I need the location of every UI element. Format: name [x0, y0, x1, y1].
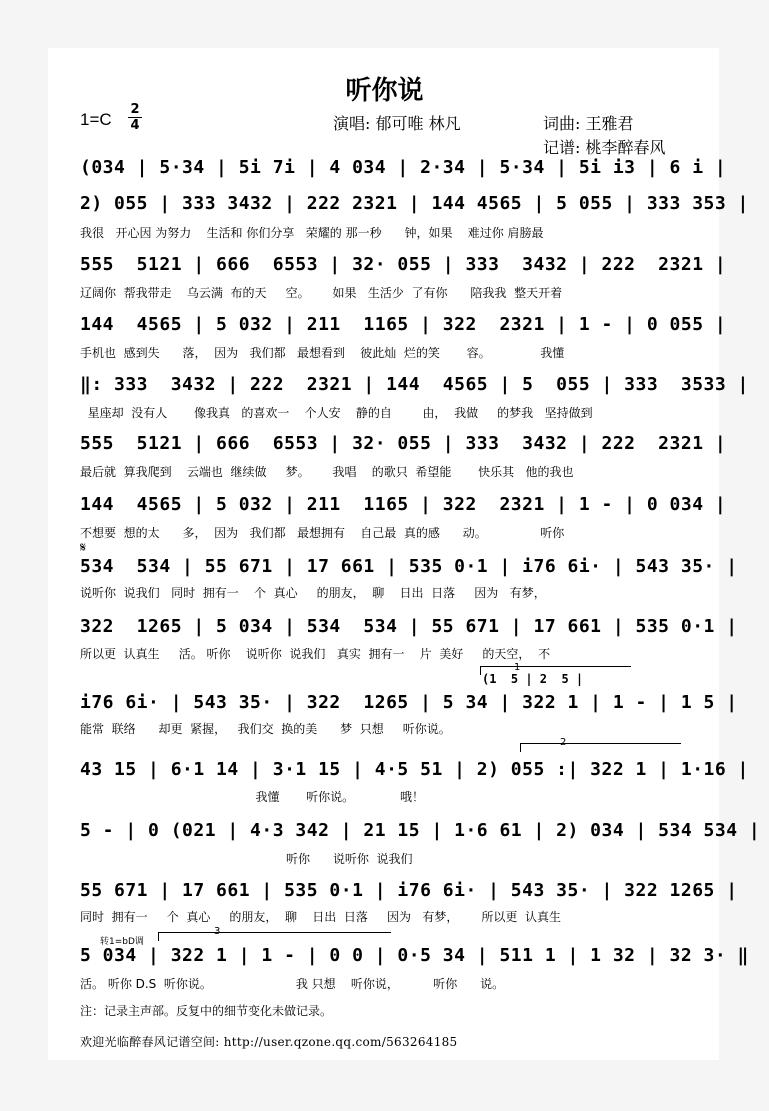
score-row-7: 144 4565 | 5 032 | 211 1165 | 322 2321 | 1 - | 0 034 |	[80, 494, 727, 515]
time-sig-top: 2	[130, 102, 140, 117]
volta-bracket-2	[520, 743, 681, 752]
lyric-row-2: 我很 开心因 为努力 生活和 你们分享 荣耀的 那一秒 钟，如果 难过你 肩膀最	[80, 226, 544, 240]
volta-bracket-3	[158, 932, 391, 941]
lyric-row-3: 辽阔你 帮我带走 乌云满 布的天 空。 如果 生活少 了有你 陪我我 整天开着	[80, 286, 563, 300]
score-row-3: 555 5121 | 666 6553 | 32· 055 | 333 3432 | 222 2321 |	[80, 254, 727, 275]
key-change-annotation: 转1=bD调	[100, 937, 144, 947]
time-signature	[128, 103, 142, 132]
score-row-1: (034 | 5·34 | 5i 7i | 4 034 | 2·34 | 5·34 | 5i i3 | 6 i |	[80, 157, 727, 178]
volta1-notes: (1 5 | 2 5 |	[482, 672, 584, 686]
transcription-note: 注：记录主声部。反复中的细节变化未做记录。	[80, 1004, 333, 1018]
lyric-row-12: 听你 说听你 说我们	[80, 852, 413, 866]
lyric-row-11: 我懂 听你说。 哦！	[80, 790, 424, 804]
key-signature: 1=C	[80, 110, 112, 129]
lyric-row-5: 星座却 没有人 像我真 的喜欢一 个人安 静的自 由， 我做 的梦我 坚持做到	[80, 406, 593, 420]
score-row-2: 2) 055 | 333 3432 | 222 2321 | 144 4565 | 5 055 | 333 353 |	[80, 193, 749, 214]
footer-link-text: 欢迎光临醉春风记谱空间: http://user.qzone.qq.com/563264185	[80, 1035, 458, 1049]
score-row-10: i76 6i· | 543 35· | 322 1265 | 5 34 | 322 1 | 1 - | 1 5 |	[80, 692, 738, 713]
lyric-row-7: 不想要 想的太 多， 因为 我们都 最想拥有 自己最 真的感 动。 听你	[80, 526, 565, 540]
lyric-row-10: 能常 联络 却更 紧握， 我们交 换的美 梦 只想 听你说。	[80, 722, 451, 736]
volta-number-3: 3	[214, 926, 221, 937]
singer-credit: 演唱: 郁可唯 林凡	[333, 114, 461, 133]
volta-number-1: 1	[514, 662, 521, 673]
lyric-row-8: 说听你 说我们 同时 拥有一 个 真心 的朋友， 聊 日出 日落 因为 有梦，	[80, 586, 546, 600]
time-sig-bottom: 4	[130, 118, 140, 133]
words-music-credit: 词曲: 王雅君	[543, 114, 634, 133]
score-row-14: 5 034 | 322 1 | 1 - | 0 0 | 0·5 34 | 511 1 | 1 32 | 32 3· ‖	[80, 945, 749, 966]
lyric-row-6: 最后就 算我爬到 云端也 继续做 梦。 我唱 的歌只 希望能 快乐其 他的我也	[80, 465, 574, 479]
score-row-9: 322 1265 | 5 034 | 534 534 | 55 671 | 17 661 | 535 0·1 |	[80, 616, 738, 637]
score-row-13: 55 671 | 17 661 | 535 0·1 | i76 6i· | 543 35· | 322 1265 |	[80, 880, 738, 901]
lyric-row-13: 同时 拥有一 个 真心 的朋友， 聊 日出 日落 因为 有梦， 所以更 认真生	[80, 910, 561, 924]
score-row-11: 43 15 | 6·1 14 | 3·1 15 | 4·5 51 | 2) 055 :| 322 1 | 1·16 |	[80, 759, 749, 780]
lyric-row-9: 所以更 认真生 活。 听你 说听你 说我们 真实 拥有一 片 美好 的天空， 不	[80, 647, 551, 661]
score-row-4: 144 4565 | 5 032 | 211 1165 | 322 2321 | 1 - | 0 055 |	[80, 314, 727, 335]
transcriber-credit: 记谱: 桃李醉春风	[543, 138, 666, 157]
volta-number-2: 2	[560, 737, 567, 748]
lyric-row-4: 手机也 感到失 落， 因为 我们都 最想看到 彼此灿 烂的笑 容。 我懂	[80, 346, 565, 360]
score-row-8: 534 534 | 55 671 | 17 661 | 535 0·1 | i76 6i· | 543 35· |	[80, 556, 738, 577]
score-row-5: ‖: 333 3432 | 222 2321 | 144 4565 | 5 055 | 333 3533 |	[80, 374, 749, 395]
song-title: 听你说	[345, 76, 424, 106]
lyric-row-14: 活。 听你 D.S 听你说。 我 只想 听你说， 听你 说。	[80, 977, 505, 991]
segno-mark: 𝄋	[80, 540, 87, 556]
score-row-12: 5 - | 0 (021 | 4·3 342 | 21 15 | 1·6 61 | 2) 034 | 534 534 |	[80, 820, 761, 841]
score-row-6: 555 5121 | 666 6553 | 32· 055 | 333 3432 | 222 2321 |	[80, 433, 727, 454]
